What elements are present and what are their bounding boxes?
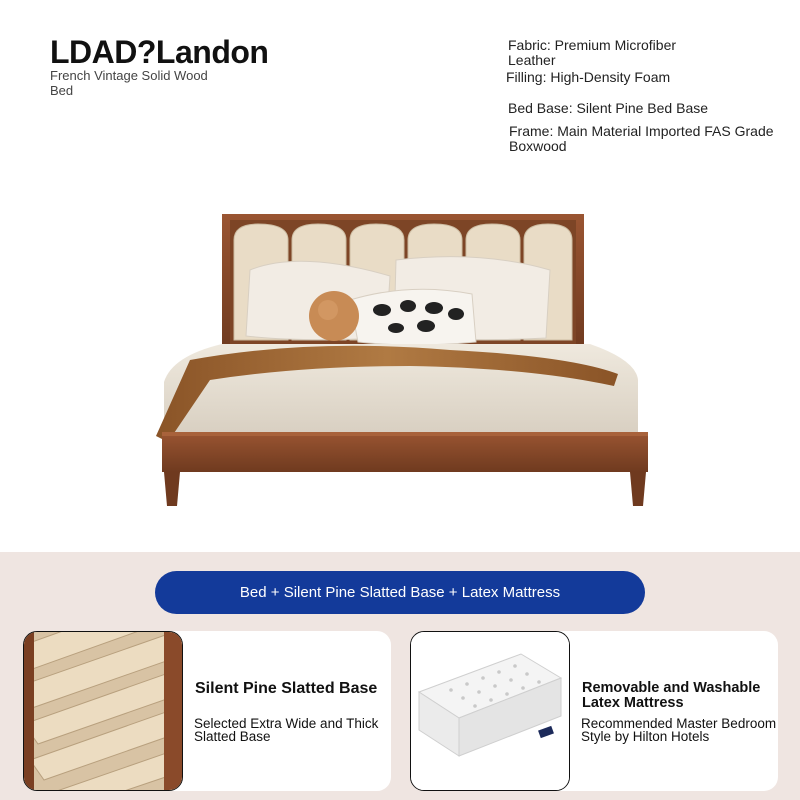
product-subtitle: French Vintage Solid Wood Bed xyxy=(50,68,208,98)
spec-filling: Filling: High-Density Foam xyxy=(506,69,671,85)
latex-mattress-image xyxy=(410,631,570,791)
spec-frame: Frame: Main Material Imported FAS Grade Boxwood xyxy=(509,123,774,154)
spec-bed-base: Bed Base: Silent Pine Bed Base xyxy=(508,100,709,116)
brand-title: LDAD?Landon xyxy=(50,34,269,70)
feature-description: Recommended Master Bedroom Style by Hilton Hotels xyxy=(581,716,777,744)
bed-product-image xyxy=(150,210,650,510)
feature-card-latex-mattress xyxy=(410,631,778,791)
feature-title: Silent Pine Slatted Base xyxy=(195,680,378,697)
feature-section xyxy=(0,552,800,800)
feature-card-pine-base xyxy=(23,631,391,791)
spec-fabric: Fabric: Premium Microfiber Leather xyxy=(508,37,677,68)
feature-title: Removable and Washable Latex Mattress xyxy=(582,680,761,711)
package-banner-label: Bed + Silent Pine Slatted Base + Latex Mattress xyxy=(239,584,561,601)
package-banner[interactable] xyxy=(155,571,645,614)
pine-slats-image xyxy=(23,631,183,791)
feature-description: Selected Extra Wide and Thick Slatted Base xyxy=(194,716,379,744)
